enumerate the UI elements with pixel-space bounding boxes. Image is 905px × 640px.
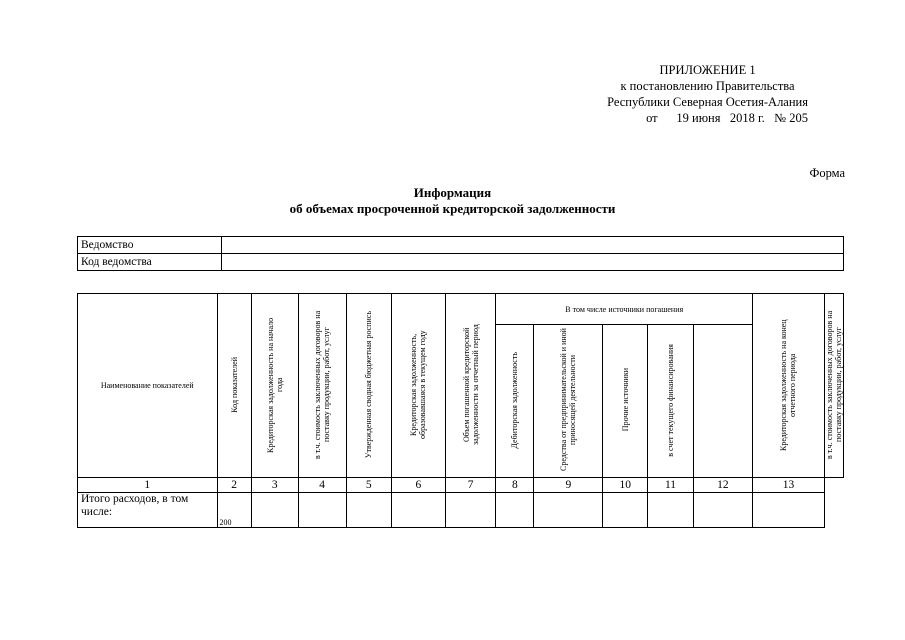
vedomstvo-value[interactable] [222,237,844,254]
document-header [607,62,808,126]
appendix-title: ПРИЛОЖЕНИЕ 1 [659,63,756,77]
header-budget-text: Утвержденная сводная бюджетная роспись [364,310,374,459]
appendix-line-3: Республики Северная Осетия-Алания [607,95,808,109]
column-numbers-row [78,478,844,493]
column-number: 10 [603,478,648,493]
column-number: 4 [298,478,346,493]
header-code-text: Код показателей [229,356,239,413]
appendix-date-number: от 19 июня 2018 г. № 205 [646,111,808,125]
header-business [534,325,603,478]
data-cell[interactable] [496,493,534,528]
column-number: 11 [648,478,694,493]
document-title [0,185,905,217]
data-cell[interactable] [392,493,446,528]
header-end-text: Кредиторская задолженность на конец отчетного периода [779,318,798,451]
header-repaid-text: Объем погашенной кредиторской задолженности за отчетный период [461,324,480,445]
header-other [603,325,648,478]
header-debit [496,325,534,478]
column-number: 7 [445,478,496,493]
column-number: 3 [251,478,298,493]
header-current-fin-text: в счет текущего финансирования [665,343,675,457]
vedomstvo-code-label: Код ведомства [78,254,222,271]
column-number: 9 [534,478,603,493]
document-title-line-1: Информация [413,185,492,200]
form-label: Форма [809,166,845,180]
column-number: 12 [693,478,752,493]
vedomstvo-code-value[interactable] [222,254,844,271]
column-number: 8 [496,478,534,493]
header-budget [346,294,392,478]
data-cell[interactable] [603,493,648,528]
data-cell[interactable] [534,493,603,528]
header-end [752,294,824,478]
header-end-incl [825,294,844,478]
header-start-incl [298,294,346,478]
column-number: 1 [78,478,218,493]
header-start-text: Кредиторская задолженность на начало года [265,316,284,453]
main-table [77,293,844,528]
header-end-incl-text: в т.ч. стоимость заключенных договоров на поставку продукции, работ, услуг [825,310,843,459]
table-row [78,493,844,528]
row-label: Итого расходов, в том числе: [78,493,218,528]
header-start [251,294,298,478]
data-cell[interactable] [346,493,392,528]
row-code: 200 [217,493,251,528]
data-cell[interactable] [752,493,824,528]
vedomstvo-table [77,236,844,271]
column-number: 13 [752,478,824,493]
header-current-fin [648,325,694,478]
document-title-line-2: об объемах просроченной кредиторской задолженности [289,201,616,216]
header-other-text: Прочие источники [620,368,630,432]
column-number: 2 [217,478,251,493]
column-number: 6 [392,478,446,493]
header-debit-text: Дебиторская задолженность [510,351,520,449]
header-name: Наименование показателей [78,294,218,478]
data-cell[interactable] [693,493,752,528]
appendix-line-2: к постановлению Правительства [620,79,795,93]
vedomstvo-row [78,237,844,254]
header-business-text: Средства от предпринимательской и иной приносящей деятельности [559,328,578,472]
data-cell[interactable] [648,493,694,528]
data-cell[interactable] [251,493,298,528]
column-number: 5 [346,478,392,493]
header-code [217,294,251,478]
table-header-row [78,294,844,325]
header-sources-group: В том числе источники погашения [496,294,752,325]
data-cell[interactable] [298,493,346,528]
header-current [392,294,446,478]
vedomstvo-label: Ведомство [78,237,222,254]
vedomstvo-code-row [78,254,844,271]
data-cell[interactable] [445,493,496,528]
header-current-text: Кредиторская задолженность, образовавшаяся в текущем году [409,330,428,439]
header-start-incl-text: в т.ч. стоимость заключенных договоров на поставку продукции, работ, услуг [313,310,332,459]
header-repaid [445,294,496,478]
